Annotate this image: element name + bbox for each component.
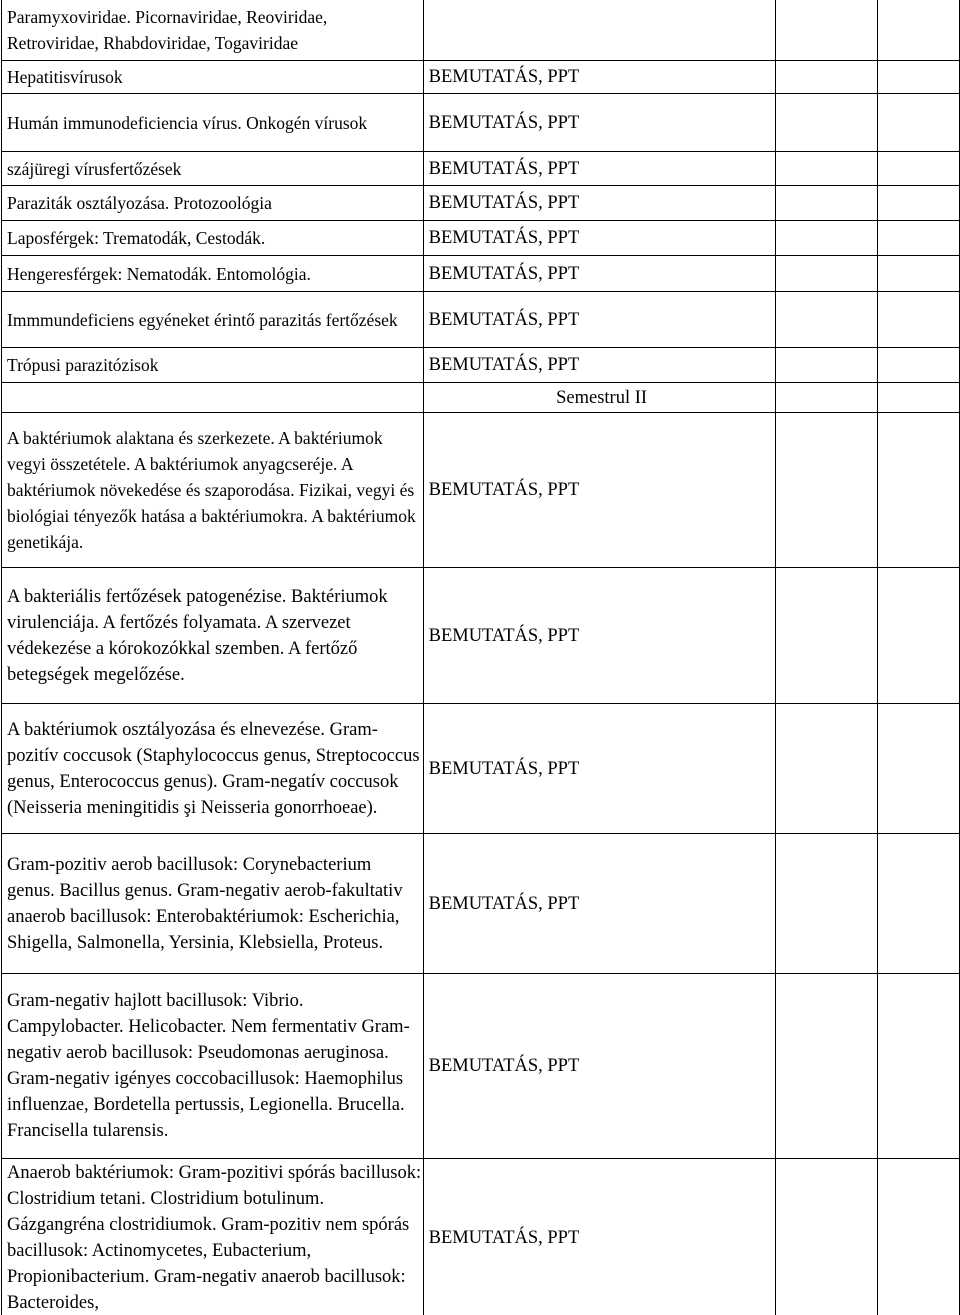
method-text: BEMUTATÁS, PPT: [428, 309, 580, 330]
empty-cell: [877, 94, 959, 152]
topic-text: Immmundeficiens egyéneket érintő parazitás fertőzések: [7, 309, 398, 330]
empty-cell: [775, 292, 877, 348]
empty-cell: [775, 61, 877, 94]
method-cell: [423, 0, 775, 61]
topic-cell: [2, 568, 424, 704]
empty-cell: [877, 413, 959, 568]
method-cell: [423, 413, 775, 568]
topic-cell: [2, 61, 424, 94]
method-cell: [423, 1159, 775, 1315]
topic-text: A baktériumok alaktana és szerkezete. A baktériumok vegyi összetétele. A baktériumok anyagcseréje. A baktériumok növekedése és szaporodása. Fizikai, vegyi és biológiai tényezők hatása a baktériumokra. A baktériumok genetikája.: [7, 428, 416, 552]
topic-cell: [2, 348, 424, 383]
empty-cell: [877, 383, 959, 413]
table-row: [2, 348, 960, 383]
empty-cell: [775, 152, 877, 186]
topic-cell: [2, 704, 424, 834]
empty-cell: [775, 568, 877, 704]
topic-text: A bakteriális fertőzések patogenézise. Baktériumok virulenciája. A fertőzés folyamata. A szervezet védekezése a kórokozókkal szemben. A fertőző betegségek megelőzése.: [7, 586, 388, 685]
semester-text: Semestrul II: [556, 387, 648, 408]
topic-text: Laposférgek: Trematodák, Cestodák.: [7, 228, 266, 248]
semester-heading: [423, 383, 775, 413]
method-cell: [423, 348, 775, 383]
method-text: BEMUTATÁS, PPT: [428, 263, 580, 284]
method-cell: [423, 704, 775, 834]
empty-cell: [775, 94, 877, 152]
topic-text: Paramyxoviridae. Picornaviridae, Reoviridae, Retroviridae, Rhabdoviridae, Togaviridae: [7, 7, 328, 53]
empty-cell: [877, 568, 959, 704]
topic-text: Anaerob baktériumok: Gram-pozitivi spórás bacillusok: Clostridium tetani. Clostridium botulinum. Gázgangréna clostridiumok. Gram-pozitiv nem spórás bacillusok: Actinomycetes, Eubacterium, Propionibacterium. Gram-negativ anaerob bacillusok: Bacteroides,: [7, 1162, 422, 1313]
empty-cell: [877, 974, 959, 1159]
method-cell: [423, 568, 775, 704]
method-text: BEMUTATÁS, PPT: [428, 758, 580, 779]
topic-text: Gram-negativ hajlott bacillusok: Vibrio. Campylobacter. Helicobacter. Nem fermentativ Gram-negativ aerob bacillusok: Pseudomonas aeruginosa. Gram-negativ igényes coccobacillusok: Haemophilus influenzae, Bordetella pertussis, Legionella. Brucella. Francisella tularensis.: [7, 991, 410, 1141]
topic-cell: [2, 413, 424, 568]
topic-text: Hepatitisvírusok: [7, 67, 123, 87]
method-cell: [423, 94, 775, 152]
table-row: [2, 0, 960, 61]
empty-cell: [775, 348, 877, 383]
empty-cell: [877, 186, 959, 221]
topic-cell: [2, 1159, 424, 1315]
empty-cell: [877, 834, 959, 974]
empty-cell: [877, 152, 959, 186]
empty-cell: [877, 348, 959, 383]
empty-cell: [877, 1159, 959, 1315]
method-cell: [423, 152, 775, 186]
method-text: BEMUTATÁS, PPT: [428, 480, 580, 500]
table-row: [2, 413, 960, 568]
topic-cell: [2, 221, 424, 256]
method-text: BEMUTATÁS, PPT: [428, 228, 580, 248]
table-row: [2, 61, 960, 94]
table-row: [2, 94, 960, 152]
empty-cell: [775, 256, 877, 292]
empty-cell: [775, 0, 877, 61]
empty-cell: [775, 704, 877, 834]
empty-cell: [775, 383, 877, 413]
topic-text: Paraziták osztályozása. Protozoológia: [7, 193, 272, 213]
method-text: BEMUTATÁS, PPT: [428, 355, 580, 375]
topic-cell: [2, 292, 424, 348]
empty-cell: [775, 186, 877, 221]
method-cell: [423, 292, 775, 348]
empty-cell: [877, 221, 959, 256]
table-row: [2, 568, 960, 704]
topic-text: A baktériumok osztályozása és elnevezése. Gram-pozitív coccusok (Staphylococcus genus, Streptococcus genus, Enterococcus genus). Gram-negatív coccusok (Neisseria meningitidis şi Neisseria gonorrhoeae).: [7, 719, 420, 818]
empty-cell: [775, 413, 877, 568]
method-cell: [423, 61, 775, 94]
method-cell: [423, 186, 775, 221]
method-cell: [423, 221, 775, 256]
empty-cell: [775, 974, 877, 1159]
empty-cell: [877, 61, 959, 94]
method-cell: [423, 974, 775, 1159]
topic-cell: [2, 0, 424, 61]
topic-text: Hengeresférgek: Nematodák. Entomológia.: [7, 263, 311, 284]
topic-text: szájüregi vírusfertőzések: [7, 158, 182, 179]
topic-cell: [2, 186, 424, 221]
topic-cell: [2, 94, 424, 152]
table-row: [2, 221, 960, 256]
method-text: BEMUTATÁS, PPT: [428, 67, 580, 87]
semester-row: [2, 383, 960, 413]
empty-cell: [877, 292, 959, 348]
table-row: [2, 1159, 960, 1315]
empty-cell: [775, 1159, 877, 1315]
empty-cell: [775, 834, 877, 974]
topic-text: Trópusi parazitózisok: [7, 355, 159, 375]
topic-cell: [2, 383, 424, 413]
method-text: BEMUTATÁS, PPT: [428, 1227, 580, 1248]
topic-cell: [2, 256, 424, 292]
topic-text: Gram-pozitiv aerob bacillusok: Corynebacterium genus. Bacillus genus. Gram-negativ aerob-fakultativ anaerob bacillusok: Enterobaktériumok: Escherichia, Shigella, Salmonella, Yersinia, Klebsiella, Proteus.: [7, 854, 403, 953]
empty-cell: [877, 704, 959, 834]
method-cell: [423, 834, 775, 974]
table-row: [2, 834, 960, 974]
table-row: [2, 256, 960, 292]
method-text: BEMUTATÁS, PPT: [428, 158, 580, 179]
table-row: [2, 292, 960, 348]
empty-cell: [877, 0, 959, 61]
method-text: BEMUTATÁS, PPT: [428, 112, 580, 133]
method-cell: [423, 256, 775, 292]
table-row: [2, 186, 960, 221]
empty-cell: [877, 256, 959, 292]
empty-cell: [775, 221, 877, 256]
method-text: BEMUTATÁS, PPT: [428, 625, 580, 646]
topic-text: Humán immunodeficiencia vírus. Onkogén vírusok: [7, 112, 368, 133]
topic-cell: [2, 152, 424, 186]
table-row: [2, 974, 960, 1159]
topic-cell: [2, 834, 424, 974]
topic-cell: [2, 974, 424, 1159]
table-row: [2, 152, 960, 186]
syllabus-table: [1, 0, 960, 1315]
method-text: BEMUTATÁS, PPT: [428, 1056, 580, 1076]
table-row: [2, 704, 960, 834]
method-text: BEMUTATÁS, PPT: [428, 193, 580, 213]
method-text: BEMUTATÁS, PPT: [428, 893, 580, 914]
